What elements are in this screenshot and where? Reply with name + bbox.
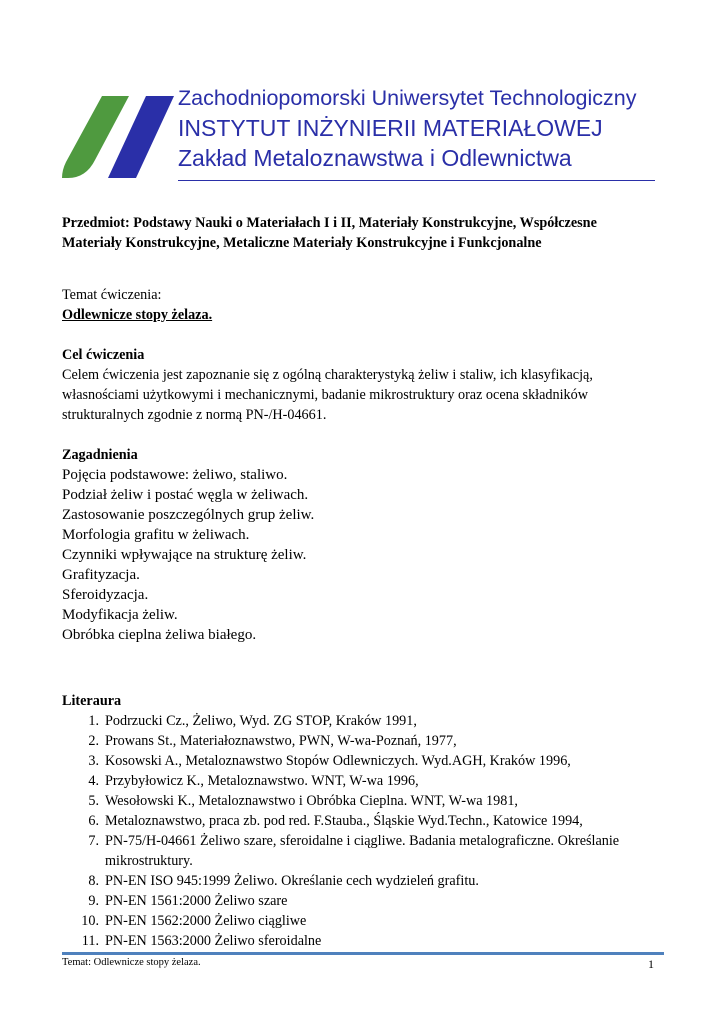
literature-number: 3. — [88, 753, 99, 769]
literature-entry: PN-EN 1562:2000 Żeliwo ciągliwe — [105, 913, 307, 929]
literature-item — [62, 811, 662, 831]
literature-number: 8. — [88, 873, 99, 889]
issue-item: Sferoidyzacja. — [62, 587, 149, 603]
issue-item: Modyfikacja żeliw. — [62, 607, 178, 623]
issues-list — [62, 465, 662, 645]
document-body — [62, 213, 662, 951]
goal-text — [62, 365, 662, 425]
literature-number: 6. — [88, 813, 99, 829]
literature-entry: Podrzucki Cz., Żeliwo, Wyd. ZG STOP, Kraków 1991, — [105, 713, 417, 729]
subject-line-1: Przedmiot: Podstawy Nauki o Materiałach I i II, Materiały Konstrukcyjne, Współczesne — [62, 215, 597, 231]
university-name: Zachodniopomorski Uniwersytet Technologiczny — [178, 86, 637, 110]
literature-entry: Wesołowski K., Metaloznawstwo i Obróbka Cieplna. WNT, W-wa 1981, — [105, 793, 518, 809]
issue-item: Pojęcia podstawowe: żeliwo, staliwo. — [62, 467, 288, 483]
goal-line: Celem ćwiczenia jest zapoznanie się z ogólną charakterystyką żeliw i staliw, ich klasyfikacją, — [62, 367, 593, 383]
literature-item — [62, 911, 662, 931]
subject-block — [62, 213, 662, 253]
literature-number: 9. — [88, 893, 99, 909]
literature-item — [62, 751, 662, 771]
issue-item: Podział żeliw i postać węgla w żeliwach. — [62, 487, 309, 503]
department-name: Zakład Metaloznawstwa i Odlewnictwa — [178, 145, 572, 171]
goal-heading: Cel ćwiczenia — [62, 347, 145, 363]
literature-entry: PN-75/H-04661 Żeliwo szare, sferoidalne i ciągliwe. Badania metalograficzne. Określanie mikrostruktury. — [105, 833, 620, 869]
literature-number: 7. — [88, 833, 99, 849]
issue-item: Morfologia grafitu w żeliwach. — [62, 527, 250, 543]
issue-item: Zastosowanie poszczególnych grup żeliw. — [62, 507, 315, 523]
issue-item: Grafityzacja. — [62, 567, 140, 583]
institute-name: INSTYTUT INŻYNIERII MATERIAŁOWEJ — [178, 115, 603, 141]
literature-item — [62, 831, 662, 871]
literature-item — [62, 791, 662, 811]
issue-item: Czynniki wpływające na strukturę żeliw. — [62, 547, 307, 563]
footer-topic: Temat: Odlewnicze stopy żelaza. — [62, 957, 201, 968]
literature-heading: Literaura — [62, 693, 122, 709]
issue-item: Obróbka cieplna żeliwa białego. — [62, 627, 257, 643]
literature-number: 2. — [88, 733, 99, 749]
literature-number: 5. — [88, 793, 99, 809]
literature-item — [62, 871, 662, 891]
goal-line: strukturalnych zgodnie z normą PN-/H-04661. — [62, 407, 327, 423]
literature-list — [62, 711, 662, 951]
topic-label: Temat ćwiczenia: — [62, 287, 162, 303]
literature-entry: Przybyłowicz K., Metaloznawstwo. WNT, W-wa 1996, — [105, 773, 419, 789]
literature-entry: Metaloznawstwo, praca zb. pod red. F.Stauba., Śląskie Wyd.Techn., Katowice 1994, — [105, 813, 583, 829]
literature-entry: Kosowski A., Metaloznawstwo Stopów Odlewniczych. Wyd.AGH, Kraków 1996, — [105, 753, 571, 769]
university-logo — [62, 96, 174, 178]
literature-number: 11. — [81, 933, 99, 949]
issues-heading: Zagadnienia — [62, 447, 138, 463]
literature-item — [62, 891, 662, 911]
header-block — [178, 84, 637, 174]
footer-divider — [62, 952, 664, 955]
goal-line: własnościami użytkowymi i mechanicznymi, badanie mikrostruktury oraz ocena składników — [62, 387, 588, 403]
literature-entry: PN-EN ISO 945:1999 Żeliwo. Określanie cech wydzieleń grafitu. — [105, 873, 479, 889]
literature-item — [62, 711, 662, 731]
literature-entry: Prowans St., Materiałoznawstwo, PWN, W-wa-Poznań, 1977, — [105, 733, 457, 749]
literature-item — [62, 771, 662, 791]
literature-item — [62, 931, 662, 951]
page-number: 1 — [648, 957, 654, 971]
literature-number: 4. — [88, 773, 99, 789]
literature-entry: PN-EN 1561:2000 Żeliwo szare — [105, 893, 288, 909]
header-divider — [178, 180, 655, 181]
topic-title: Odlewnicze stopy żelaza. — [62, 307, 213, 323]
literature-entry: PN-EN 1563:2000 Żeliwo sferoidalne — [105, 933, 322, 949]
subject-line-2: Materiały Konstrukcyjne, Metaliczne Materiały Konstrukcyjne i Funkcjonalne — [62, 235, 542, 251]
literature-item — [62, 731, 662, 751]
literature-number: 10. — [81, 913, 99, 929]
literature-number: 1. — [88, 713, 99, 729]
